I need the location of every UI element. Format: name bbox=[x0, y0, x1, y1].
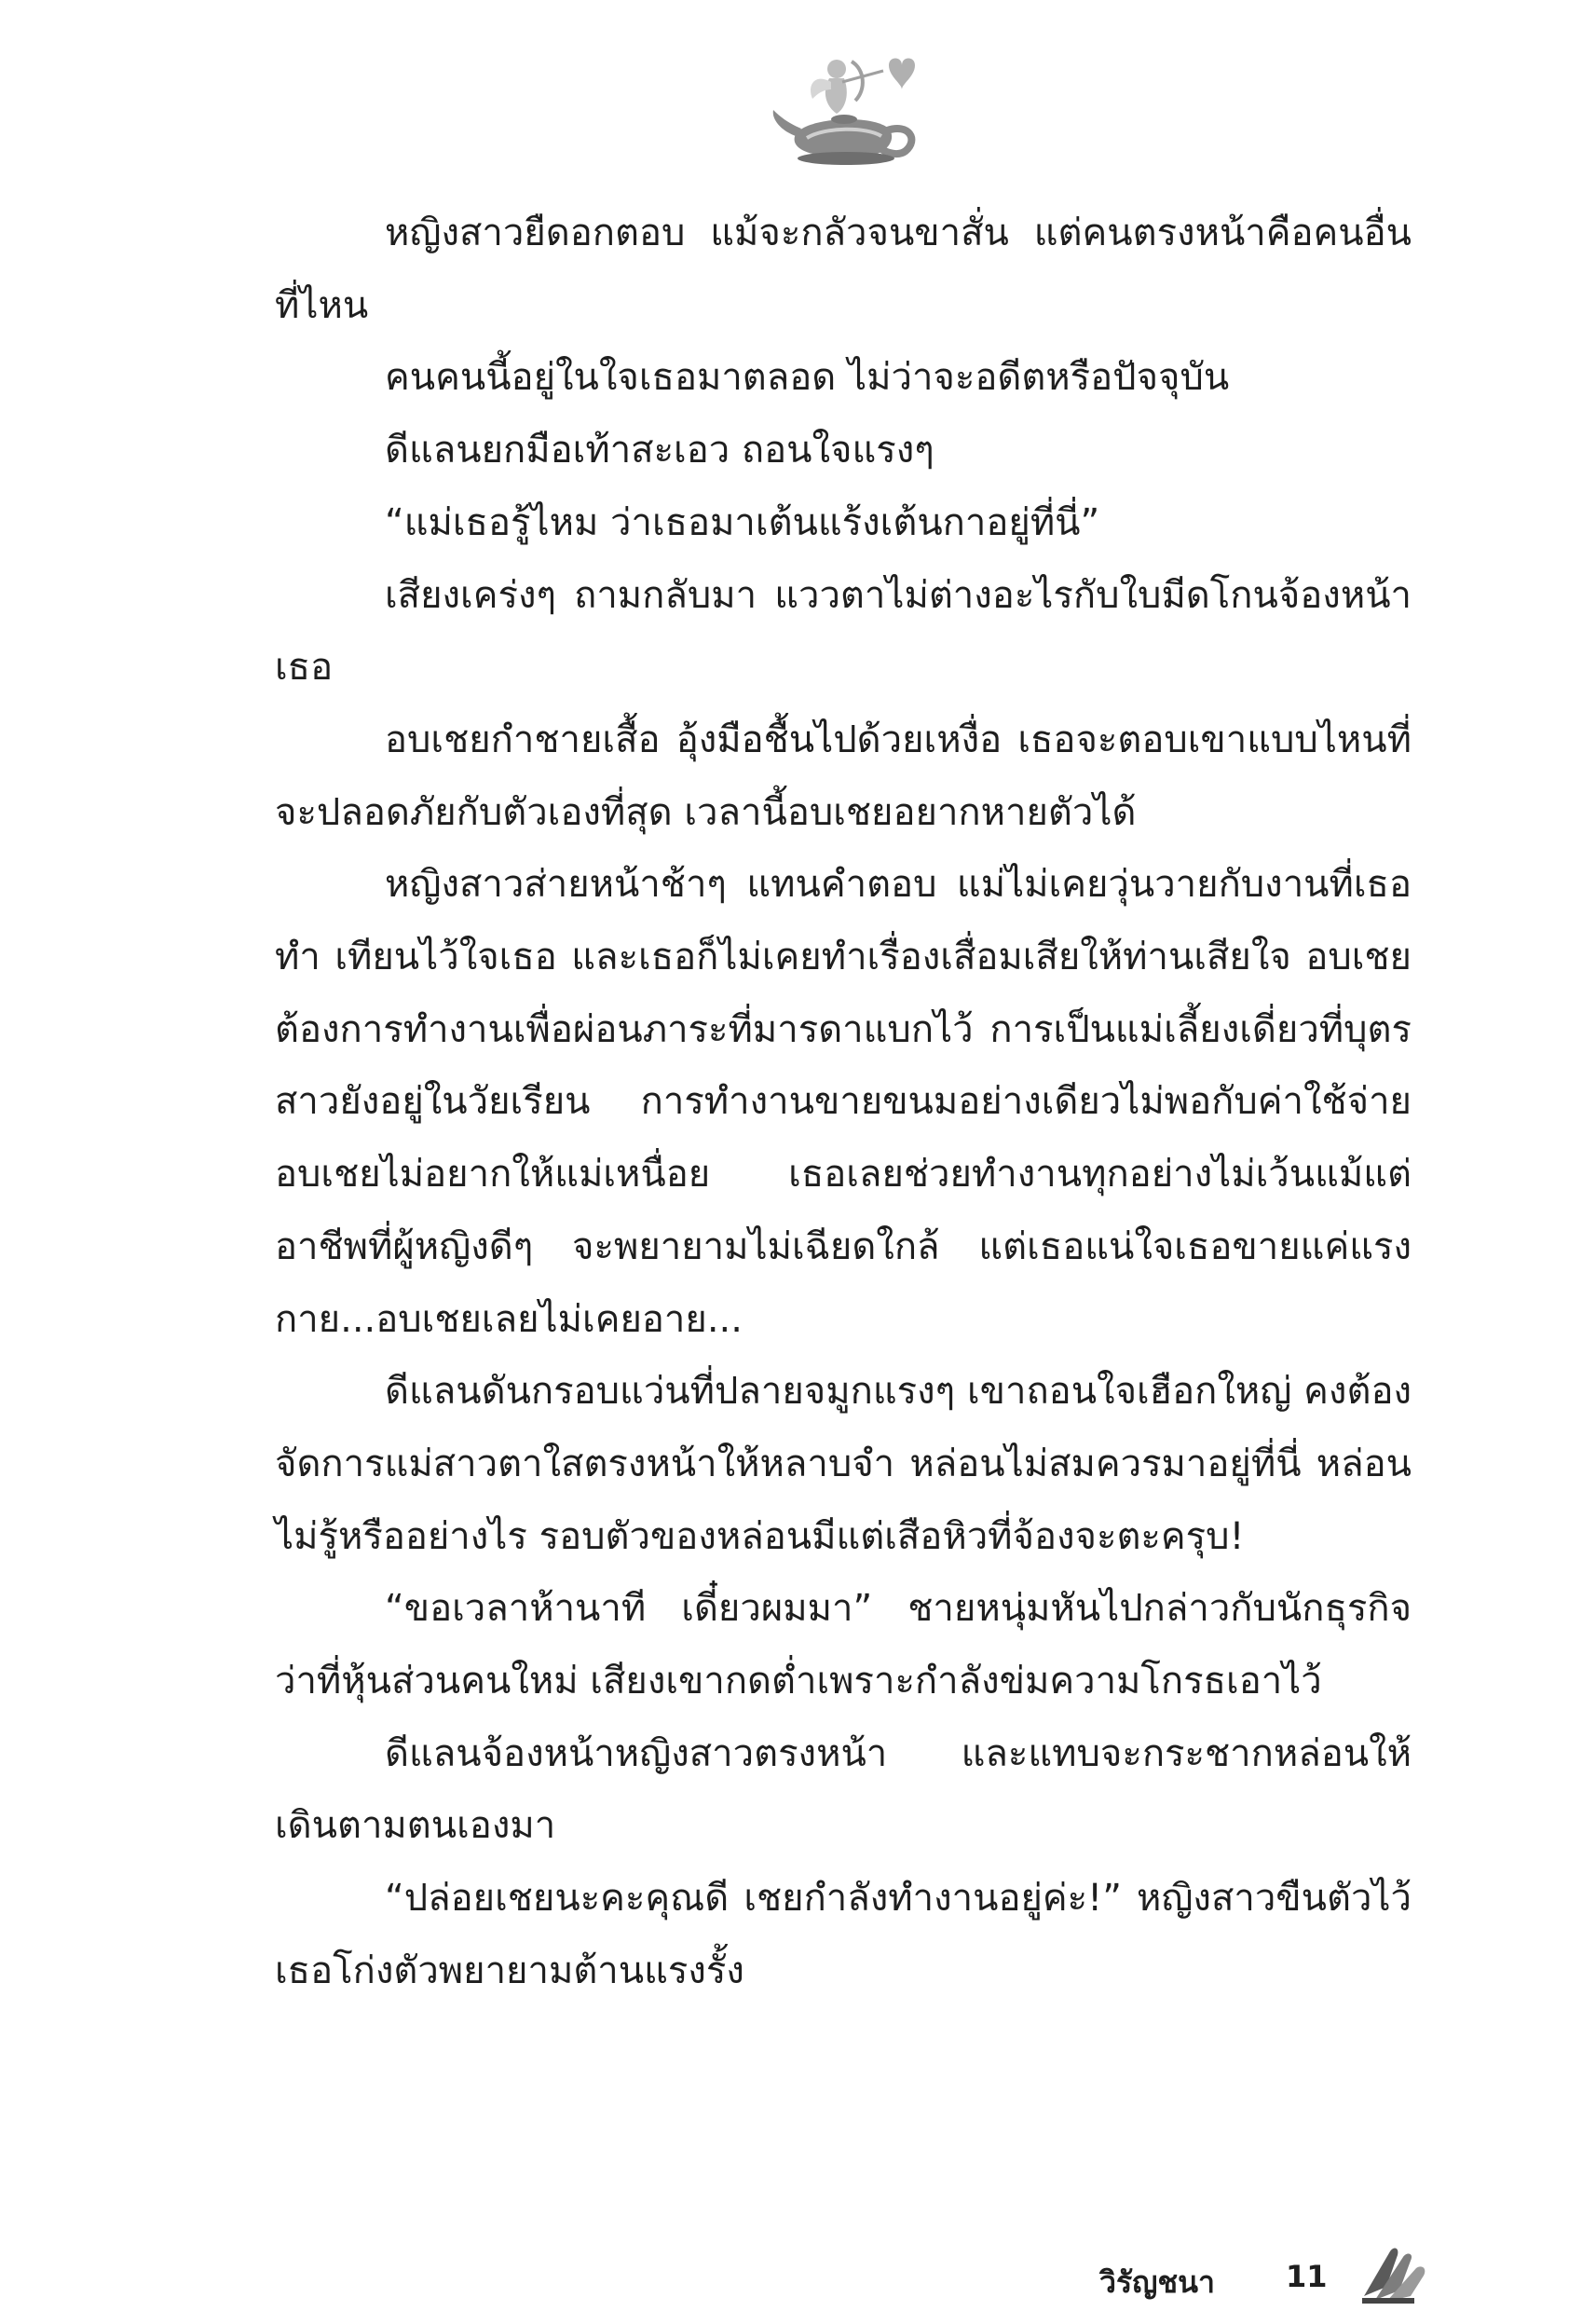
paragraph: “ขอเวลาห้านาที เดี๋ยวผมมา” ชายหนุ่มหันไปกล่าวกับนักธุรกิจว่าที่หุ้นส่วนคนใหม่ เสียงเขากดต่ำเพราะกำลังข่มความโกรธเอาไว้ bbox=[275, 1587, 1412, 1703]
paragraph: “แม่เธอรู้ไหม ว่าเธอมาเต้นแร้งเต้นกาอยู่ที่นี่” bbox=[385, 500, 1100, 544]
paragraph: หญิงสาวยืดอกตอบ แม้จะกลัวจนขาสั่น แต่คนตรงหน้าคือคนอื่นที่ไหน bbox=[275, 212, 1412, 327]
paragraph: เสียงเคร่งๆ ถามกลับมา แววตาไม่ต่างอะไรกับใบมีดโกนจ้องหน้าเธอ bbox=[275, 573, 1412, 690]
cupid-teapot-ornament-icon bbox=[770, 48, 928, 170]
paragraph: คนคนนี้อยู่ในใจเธอมาตลอด ไม่ว่าจะอดีตหรือปัจจุบัน bbox=[385, 356, 1230, 400]
page-number: 11 bbox=[1286, 2259, 1328, 2294]
paragraph: อบเชยกำชายเสื้อ อุ้งมือชื้นไปด้วยเหงื่อ เธอจะตอบเขาแบบไหนที่จะปลอดภัยกับตัวเองที่สุด เวลานี้อบเชยอยากหายตัวได้ bbox=[275, 718, 1412, 834]
paragraph: ดีแลนดันกรอบแว่นที่ปลายจมูกแรงๆ เขาถอนใจเฮือกใหญ่ คงต้องจัดการแม่สาวตาใสตรงหน้าให้หลาบจำ หล่อนไม่สมควรมาอยู่ที่นี่ หล่อนไม่รู้หรืออย่างไร รอบตัวของหล่อนมีแต่เสือหิวที่จ้องจะตะครุบ! bbox=[275, 1370, 1412, 1558]
praying-hands-icon bbox=[1358, 2246, 1433, 2304]
paragraph: ดีแลนยกมือเท้าสะเอว ถอนใจแรงๆ bbox=[385, 429, 934, 472]
paragraph: “ปล่อยเชยนะคะคุณดี เชยกำลังทำงานอยู่ค่ะ!” หญิงสาวขืนตัวไว้ เธอโก่งตัวพยายามต้านแรงรั้ง bbox=[275, 1877, 1412, 1992]
body-text bbox=[275, 198, 1412, 2008]
paragraph: หญิงสาวส่ายหน้าช้าๆ แทนคำตอบ แม่ไม่เคยวุ่นวายกับงานที่เธอทำ เทียนไว้ใจเธอ และเธอก็ไม่เคยทำเรื่องเสื่อมเสียให้ท่านเสียใจ อบเชยต้องการทำงานเพื่อผ่อนภาระที่มารดาแบกไว้ การเป็นแม่เลี้ยงเดี่ยวที่บุตรสาวยังอยู่ในวัยเรียน การทำงานขายขนมอย่างเดียวไม่พอกับค่าใช้จ่าย อบเชยไม่อยากให้แม่เหนื่อย เธอเลยช่วยทำงานทุกอย่างไม่เว้นแม้แต่อาชีพที่ผู้หญิงดีๆ จะพยายามไม่เฉียดใกล้ แต่เธอแน่ใจเธอขายแค่แรงกาย...อบเชยเลยไม่เคยอาย... bbox=[275, 863, 1412, 1341]
book-title: วิรัญชนา bbox=[1099, 2264, 1215, 2300]
page-footer bbox=[1099, 2246, 1472, 2302]
paragraph: ดีแลนจ้องหน้าหญิงสาวตรงหน้า และแทบจะกระชากหล่อนให้เดินตามตนเองมา bbox=[275, 1731, 1412, 1848]
